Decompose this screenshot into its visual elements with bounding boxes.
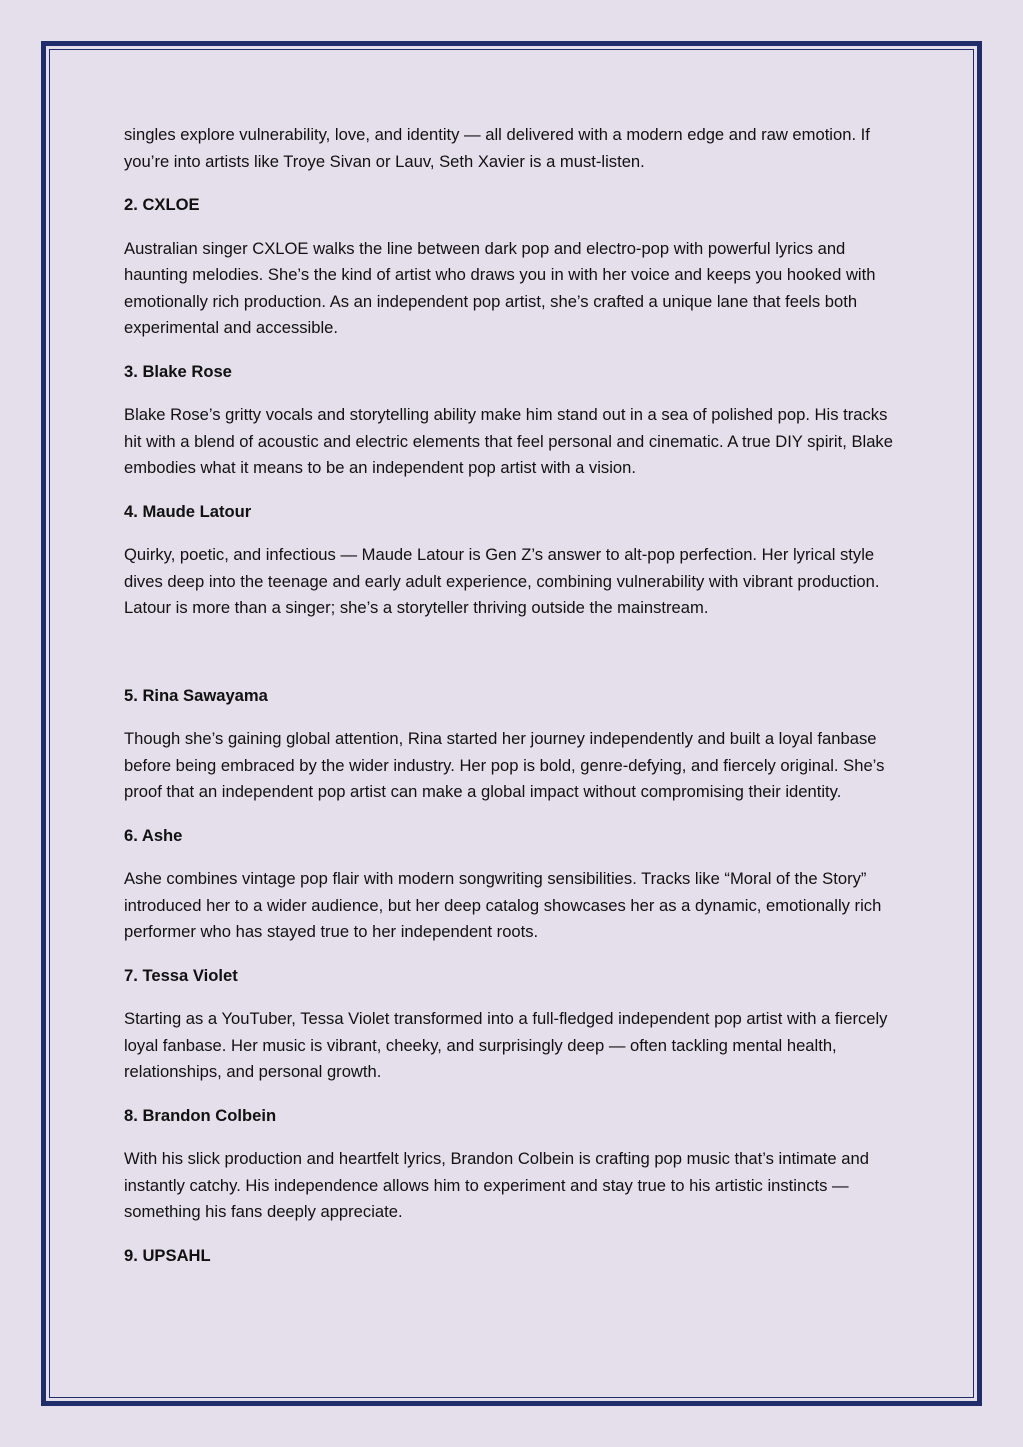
section-heading-upsahl: 9. UPSAHL	[124, 1245, 211, 1265]
section-heading-ashe: 6. Ashe	[124, 825, 183, 845]
section-heading-rina-sawayama: 5. Rina Sawayama	[124, 685, 268, 705]
intro-paragraph: singles explore vulnerability, love, and identity — all delivered with a modern edge and raw emotion. If you’re into artists like Troye Sivan or Lauv, Seth Xavier is a must-listen.	[124, 125, 870, 171]
section-heading-tessa-violet: 7. Tessa Violet	[124, 965, 238, 985]
document-body	[124, 122, 904, 1286]
section-heading-brandon-colbein: 8. Brandon Colbein	[124, 1105, 277, 1125]
blank-spacer	[124, 639, 904, 683]
section-heading-maude-latour: 4. Maude Latour	[124, 501, 252, 521]
section-heading-blake-rose: 3. Blake Rose	[124, 361, 232, 381]
section-heading-cxloe: 2. CXLOE	[124, 195, 200, 214]
section-body-cxloe: Australian singer CXLOE walks the line between dark pop and electro-pop with powerful lyrics and haunting melodies. She’s the kind of artist who draws you in with her voice and keeps you hooked with emotionally rich production. As an independent pop artist, she’s crafted a unique lane that feels both experimental and accessible.	[124, 238, 876, 337]
section-body-brandon-colbein: With his slick production and heartfelt lyrics, Brandon Colbein is crafting pop music that’s intimate and instantly catchy. His independence allows him to experiment and stay true to his artistic instincts — something his fans deeply appreciate.	[124, 1149, 869, 1221]
section-body-maude-latour: Quirky, poetic, and infectious — Maude Latour is Gen Z’s answer to alt-pop perfection. Her lyrical style dives deep into the teenage and early adult experience, combining vulnerability with vibrant production. Latour is more than a singer; she’s a storyteller thriving outside the mainstream.	[124, 545, 880, 617]
section-body-ashe: Ashe combines vintage pop flair with modern songwriting sensibilities. Tracks like “Moral of the Story” introduced her to a wider audience, but her deep catalog showcases her as a dynamic, emotionally rich performer who has stayed true to her independent roots.	[124, 869, 882, 941]
section-body-tessa-violet: Starting as a YouTuber, Tessa Violet transformed into a full-fledged independent pop artist with a fiercely loyal fanbase. Her music is vibrant, cheeky, and surprisingly deep — often tackling mental health, relationships, and personal growth.	[124, 1009, 888, 1081]
section-body-rina-sawayama: Though she’s gaining global attention, Rina started her journey independently and built a loyal fanbase before being embraced by the wider industry. Her pop is bold, genre-defying, and fiercely original. She’s proof that an independent pop artist can make a global impact without compromising their identity.	[124, 729, 885, 801]
section-body-blake-rose: Blake Rose’s gritty vocals and storytelling ability make him stand out in a sea of polished pop. His tracks hit with a blend of acoustic and electric elements that feel personal and cinematic. A true DIY spirit, Blake embodies what it means to be an independent pop artist with a vision.	[124, 405, 893, 477]
